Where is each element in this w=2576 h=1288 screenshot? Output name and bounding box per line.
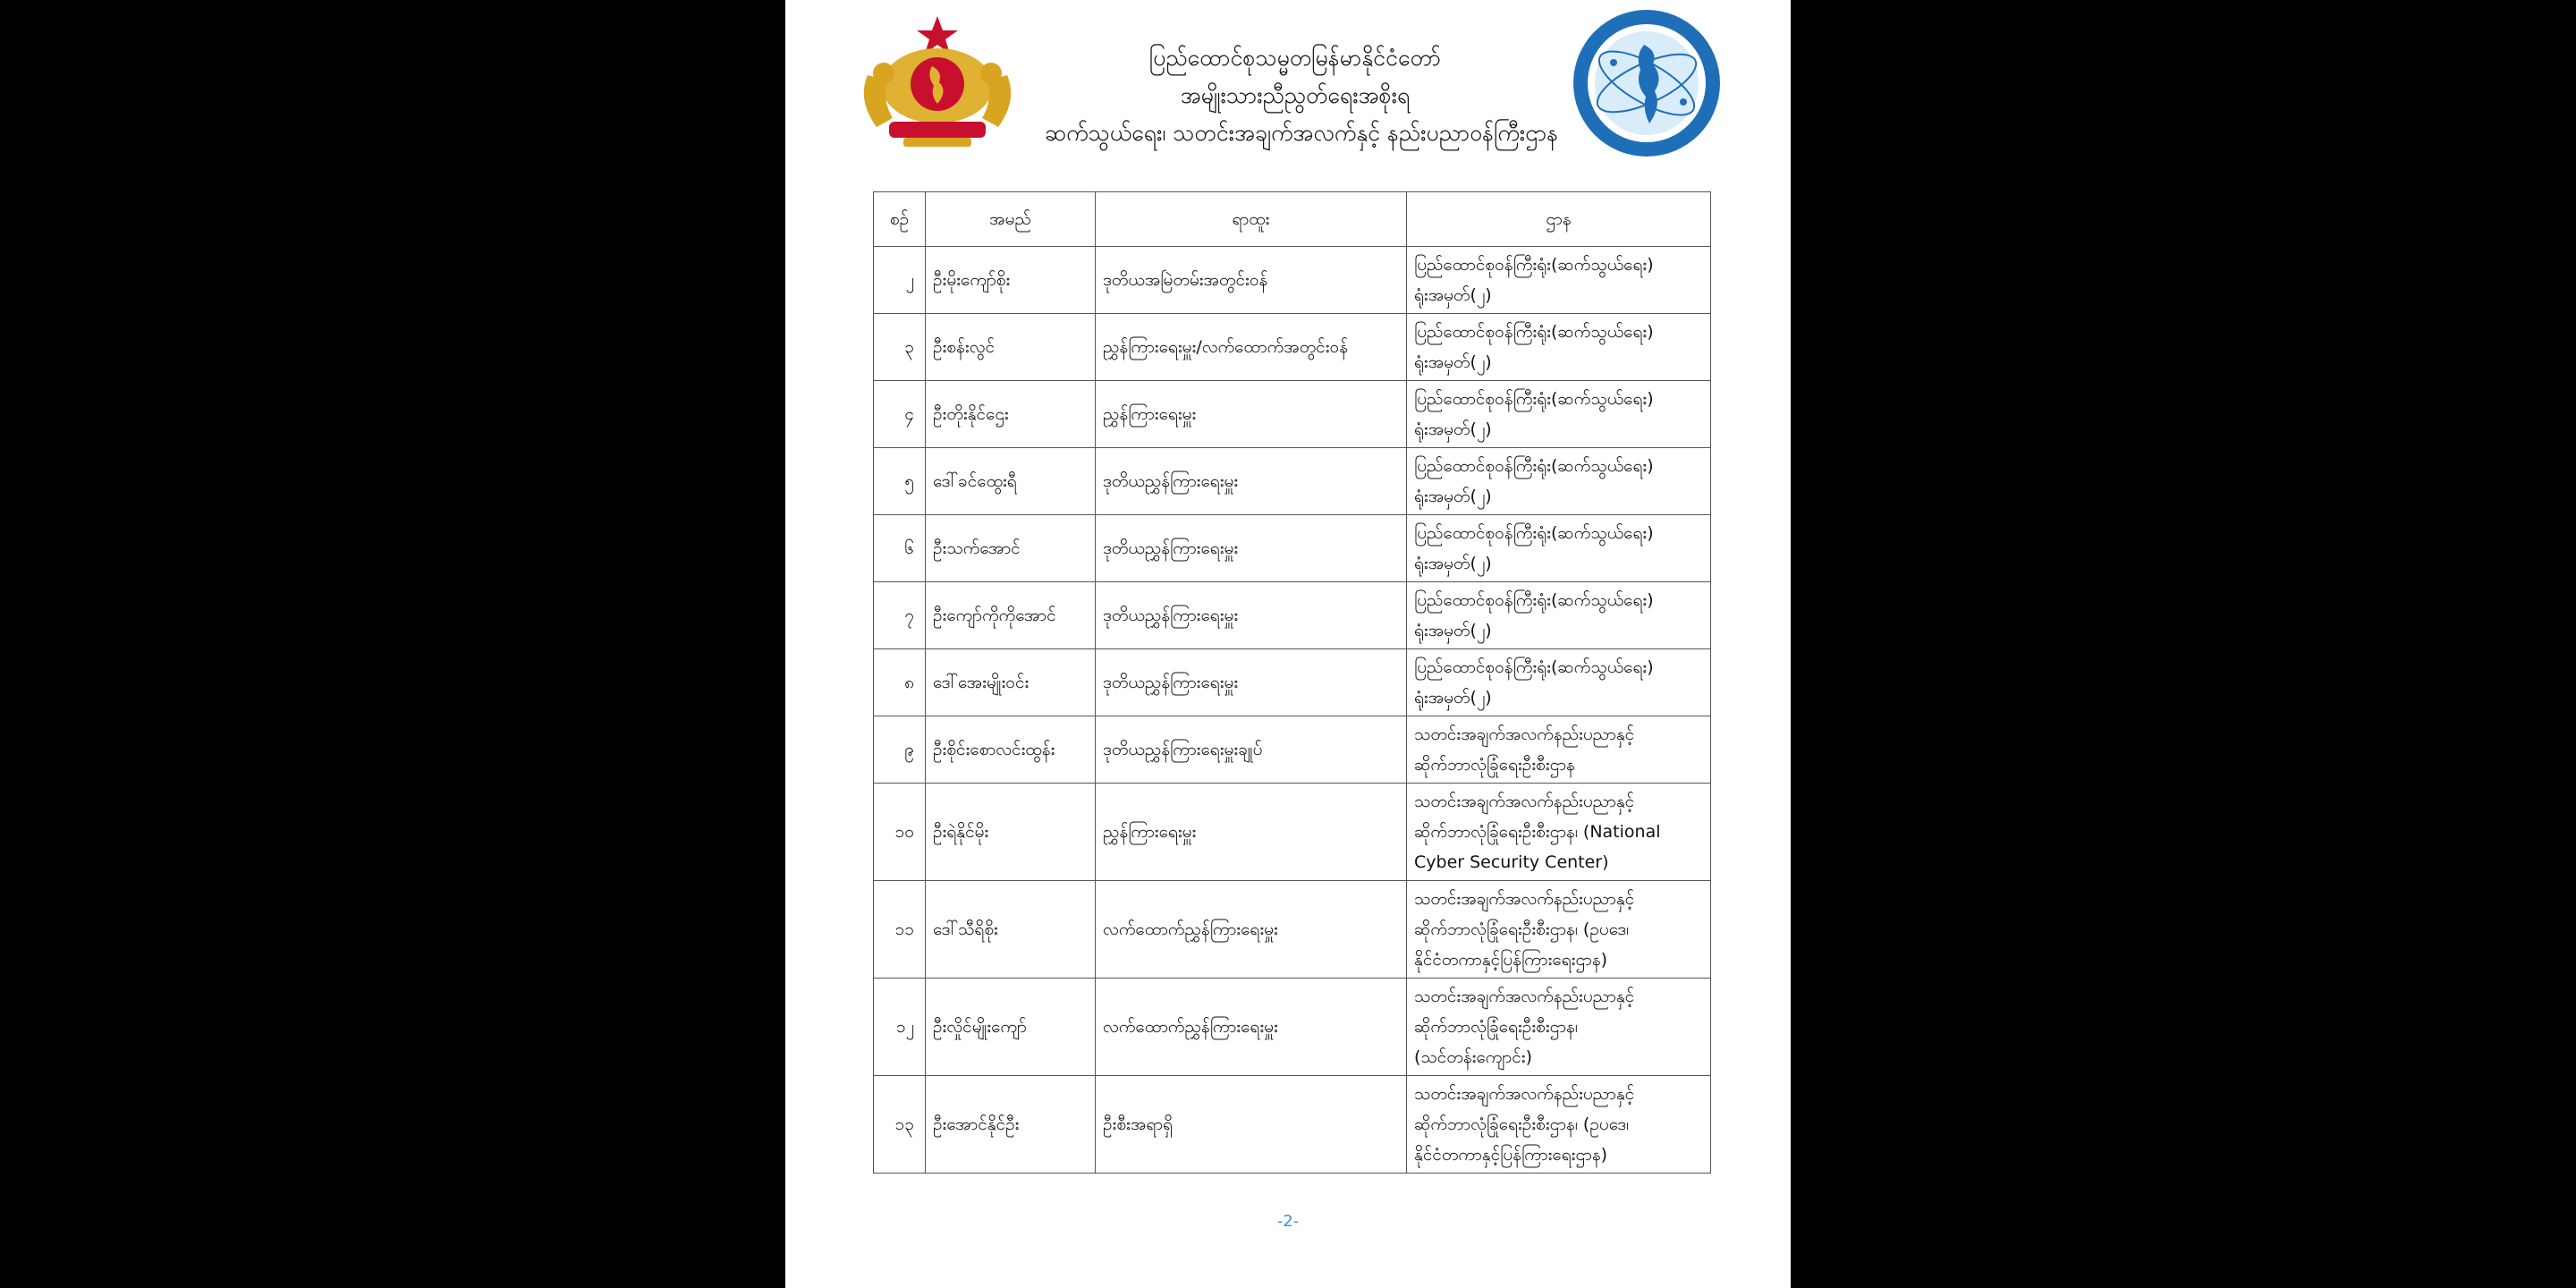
- row-office: [1407, 247, 1711, 314]
- office-line: ပြည်ထောင်စုဝန်ကြီးရုံး(ဆက်သွယ်ရေး): [1414, 389, 1654, 409]
- office-line: ပြည်ထောင်စုဝန်ကြီးရုံး(ဆက်သွယ်ရေး): [1414, 523, 1654, 543]
- office-line: သတင်းအချက်အလက်နည်းပညာနှင့်: [1414, 889, 1635, 909]
- row-name: ဦးရဲနိုင်မိုး: [926, 784, 1096, 881]
- row-name: ဦးတိုးနိုင်ဌေး: [926, 381, 1096, 448]
- ministry-globe-logo-icon: [1572, 9, 1721, 157]
- office-line: ဆိုက်ဘာလုံခြုံရေးဦးစီးဌာန၊ (National: [1414, 822, 1661, 842]
- row-position: ဒုတိယအမြဲတမ်းအတွင်းဝန်: [1096, 247, 1407, 314]
- row-position: ဦးစီးအရာရှိ: [1096, 1076, 1407, 1174]
- row-position: လက်ထောက်ညွှန်ကြားရေးမှူး: [1096, 881, 1407, 979]
- row-number: ၁၃: [874, 1076, 926, 1174]
- row-name: ဒေါ်ခင်ထွေးရီ: [926, 448, 1096, 515]
- heading-line-2: အမျိုးသားညီညွတ်ရေးအစိုးရ: [1180, 82, 1411, 108]
- office-line: Cyber Security Center): [1414, 852, 1609, 872]
- row-name: ဦးစန်းလွင်: [926, 314, 1096, 381]
- row-office: [1407, 1076, 1711, 1174]
- row-position: ဒုတိယညွှန်ကြားရေးမှူး: [1096, 448, 1407, 515]
- row-number: ၁၁: [874, 881, 926, 979]
- office-line: ရုံးအမှတ်(၂): [1414, 554, 1492, 573]
- row-position: ဒုတိယညွှန်ကြားရေးမှူး: [1096, 649, 1407, 716]
- row-office: [1407, 582, 1711, 649]
- office-line: သတင်းအချက်အလက်နည်းပညာနှင့်: [1414, 792, 1635, 811]
- table-row: [874, 979, 1711, 1076]
- column-header-office: ဌာန: [1407, 192, 1711, 247]
- row-office: [1407, 649, 1711, 716]
- row-office: [1407, 881, 1711, 979]
- row-position: ဒုတိယညွှန်ကြားရေးမှူး: [1096, 582, 1407, 649]
- heading-line-3: ဆက်သွယ်ရေး၊ သတင်းအချက်အလက်နှင့် နည်းပညာဝန်ကြီးဌာန: [1045, 120, 1559, 146]
- office-line: ဆိုက်ဘာလုံခြုံရေးဦးစီးဌာန၊: [1414, 1017, 1578, 1037]
- office-line: ရုံးအမှတ်(၂): [1414, 419, 1492, 439]
- table-row: [874, 649, 1711, 716]
- row-name: ဦးမိုးကျော်စိုး: [926, 247, 1096, 314]
- row-number: ၅: [874, 448, 926, 515]
- row-number: ၈: [874, 649, 926, 716]
- office-line: သတင်းအချက်အလက်နည်းပညာနှင့်: [1414, 987, 1635, 1006]
- row-position: ညွှန်ကြားရေးမှူး: [1096, 784, 1407, 881]
- table-row: [874, 247, 1711, 314]
- table-row: [874, 1076, 1711, 1174]
- row-number: ၁၀: [874, 784, 926, 881]
- state-emblem-icon: [850, 13, 1025, 154]
- office-line: ပြည်ထောင်စုဝန်ကြီးရုံး(ဆက်သွယ်ရေး): [1414, 590, 1654, 610]
- office-line: ရုံးအမှတ်(၂): [1414, 688, 1492, 708]
- office-line: နိုင်ငံတကာနှင့်ပြန်ကြားရေးဌာန): [1414, 950, 1608, 970]
- row-position: ဒုတိယညွှန်ကြားရေးမှူးချုပ်: [1096, 716, 1407, 784]
- column-header-number: စဉ်: [874, 192, 926, 247]
- row-office: [1407, 515, 1711, 582]
- table-row: [874, 515, 1711, 582]
- office-line: ဆိုက်ဘာလုံခြုံရေးဦးစီးဌာန၊ (ဥပဒေ၊: [1414, 919, 1630, 939]
- office-line: ရုံးအမှတ်(၂): [1414, 352, 1492, 372]
- office-line: ပြည်ထောင်စုဝန်ကြီးရုံး(ဆက်သွယ်ရေး): [1414, 456, 1654, 476]
- page-number: -2-: [1276, 1212, 1300, 1231]
- table-row: [874, 448, 1711, 515]
- table-row: [874, 881, 1711, 979]
- row-number: ၇: [874, 582, 926, 649]
- table-row: [874, 314, 1711, 381]
- office-line: ပြည်ထောင်စုဝန်ကြီးရုံး(ဆက်သွယ်ရေး): [1414, 255, 1654, 275]
- column-header-position: ရာထူး: [1096, 192, 1407, 247]
- row-number: ၆: [874, 515, 926, 582]
- document-heading: [1045, 39, 1559, 152]
- row-name: ဦးကျော်ကိုကိုအောင်: [926, 582, 1096, 649]
- row-name: ဦးသက်အောင်: [926, 515, 1096, 582]
- office-line: ရုံးအမှတ်(၂): [1414, 285, 1492, 305]
- office-line: သတင်းအချက်အလက်နည်းပညာနှင့်: [1414, 724, 1635, 744]
- row-number: ၂: [874, 247, 926, 314]
- row-position: ညွှန်ကြားရေးမှူး/လက်ထောက်အတွင်းဝန်: [1096, 314, 1407, 381]
- row-office: [1407, 381, 1711, 448]
- staff-table: [873, 191, 1711, 1174]
- row-position: ညွှန်ကြားရေးမှူး: [1096, 381, 1407, 448]
- row-name: ဦးအောင်နိုင်ဦး: [926, 1076, 1096, 1174]
- row-office: [1407, 784, 1711, 881]
- row-name: ဒေါ်အေးမျိုးဝင်း: [926, 649, 1096, 716]
- office-line: ရုံးအမှတ်(၂): [1414, 621, 1492, 640]
- table-row: [874, 582, 1711, 649]
- heading-line-1: ပြည်ထောင်စုသမ္မတမြန်မာနိုင်ငံတော်: [1148, 45, 1442, 71]
- table-row: [874, 381, 1711, 448]
- row-position: လက်ထောက်ညွှန်ကြားရေးမှူး: [1096, 979, 1407, 1076]
- row-office: [1407, 314, 1711, 381]
- table-header-row: [874, 192, 1711, 247]
- table-row: [874, 784, 1711, 881]
- row-office: [1407, 448, 1711, 515]
- row-name: ဦးလှိုင်မျိုးကျော်: [926, 979, 1096, 1076]
- table-body: [874, 247, 1711, 1174]
- row-number: ၁၂: [874, 979, 926, 1076]
- office-line: ဆိုက်ဘာလုံခြုံရေးဦးစီးဌာန၊ (ဥပဒေ၊: [1414, 1114, 1630, 1134]
- office-line: ပြည်ထောင်စုဝန်ကြီးရုံး(ဆက်သွယ်ရေး): [1414, 657, 1654, 677]
- table-row: [874, 716, 1711, 784]
- row-name: ဦးစိုင်းစောလင်းထွန်း: [926, 716, 1096, 784]
- office-line: ရုံးအမှတ်(၂): [1414, 487, 1492, 506]
- office-line: သတင်းအချက်အလက်နည်းပညာနှင့်: [1414, 1084, 1635, 1104]
- office-line: ဆိုက်ဘာလုံခြုံရေးဦးစီးဌာန: [1414, 755, 1575, 775]
- row-number: ၄: [874, 381, 926, 448]
- office-line: ပြည်ထောင်စုဝန်ကြီးရုံး(ဆက်သွယ်ရေး): [1414, 322, 1654, 342]
- row-name: ဒေါ်သီရိစိုး: [926, 881, 1096, 979]
- row-number: ၃: [874, 314, 926, 381]
- document-page: [785, 0, 1791, 1288]
- row-number: ၉: [874, 716, 926, 784]
- row-position: ဒုတိယညွှန်ကြားရေးမှူး: [1096, 515, 1407, 582]
- row-office: [1407, 716, 1711, 784]
- row-office: [1407, 979, 1711, 1076]
- column-header-name: အမည်: [926, 192, 1096, 247]
- office-line: (သင်တန်းကျောင်း): [1414, 1047, 1532, 1067]
- office-line: နိုင်ငံတကာနှင့်ပြန်ကြားရေးဌာန): [1414, 1145, 1608, 1165]
